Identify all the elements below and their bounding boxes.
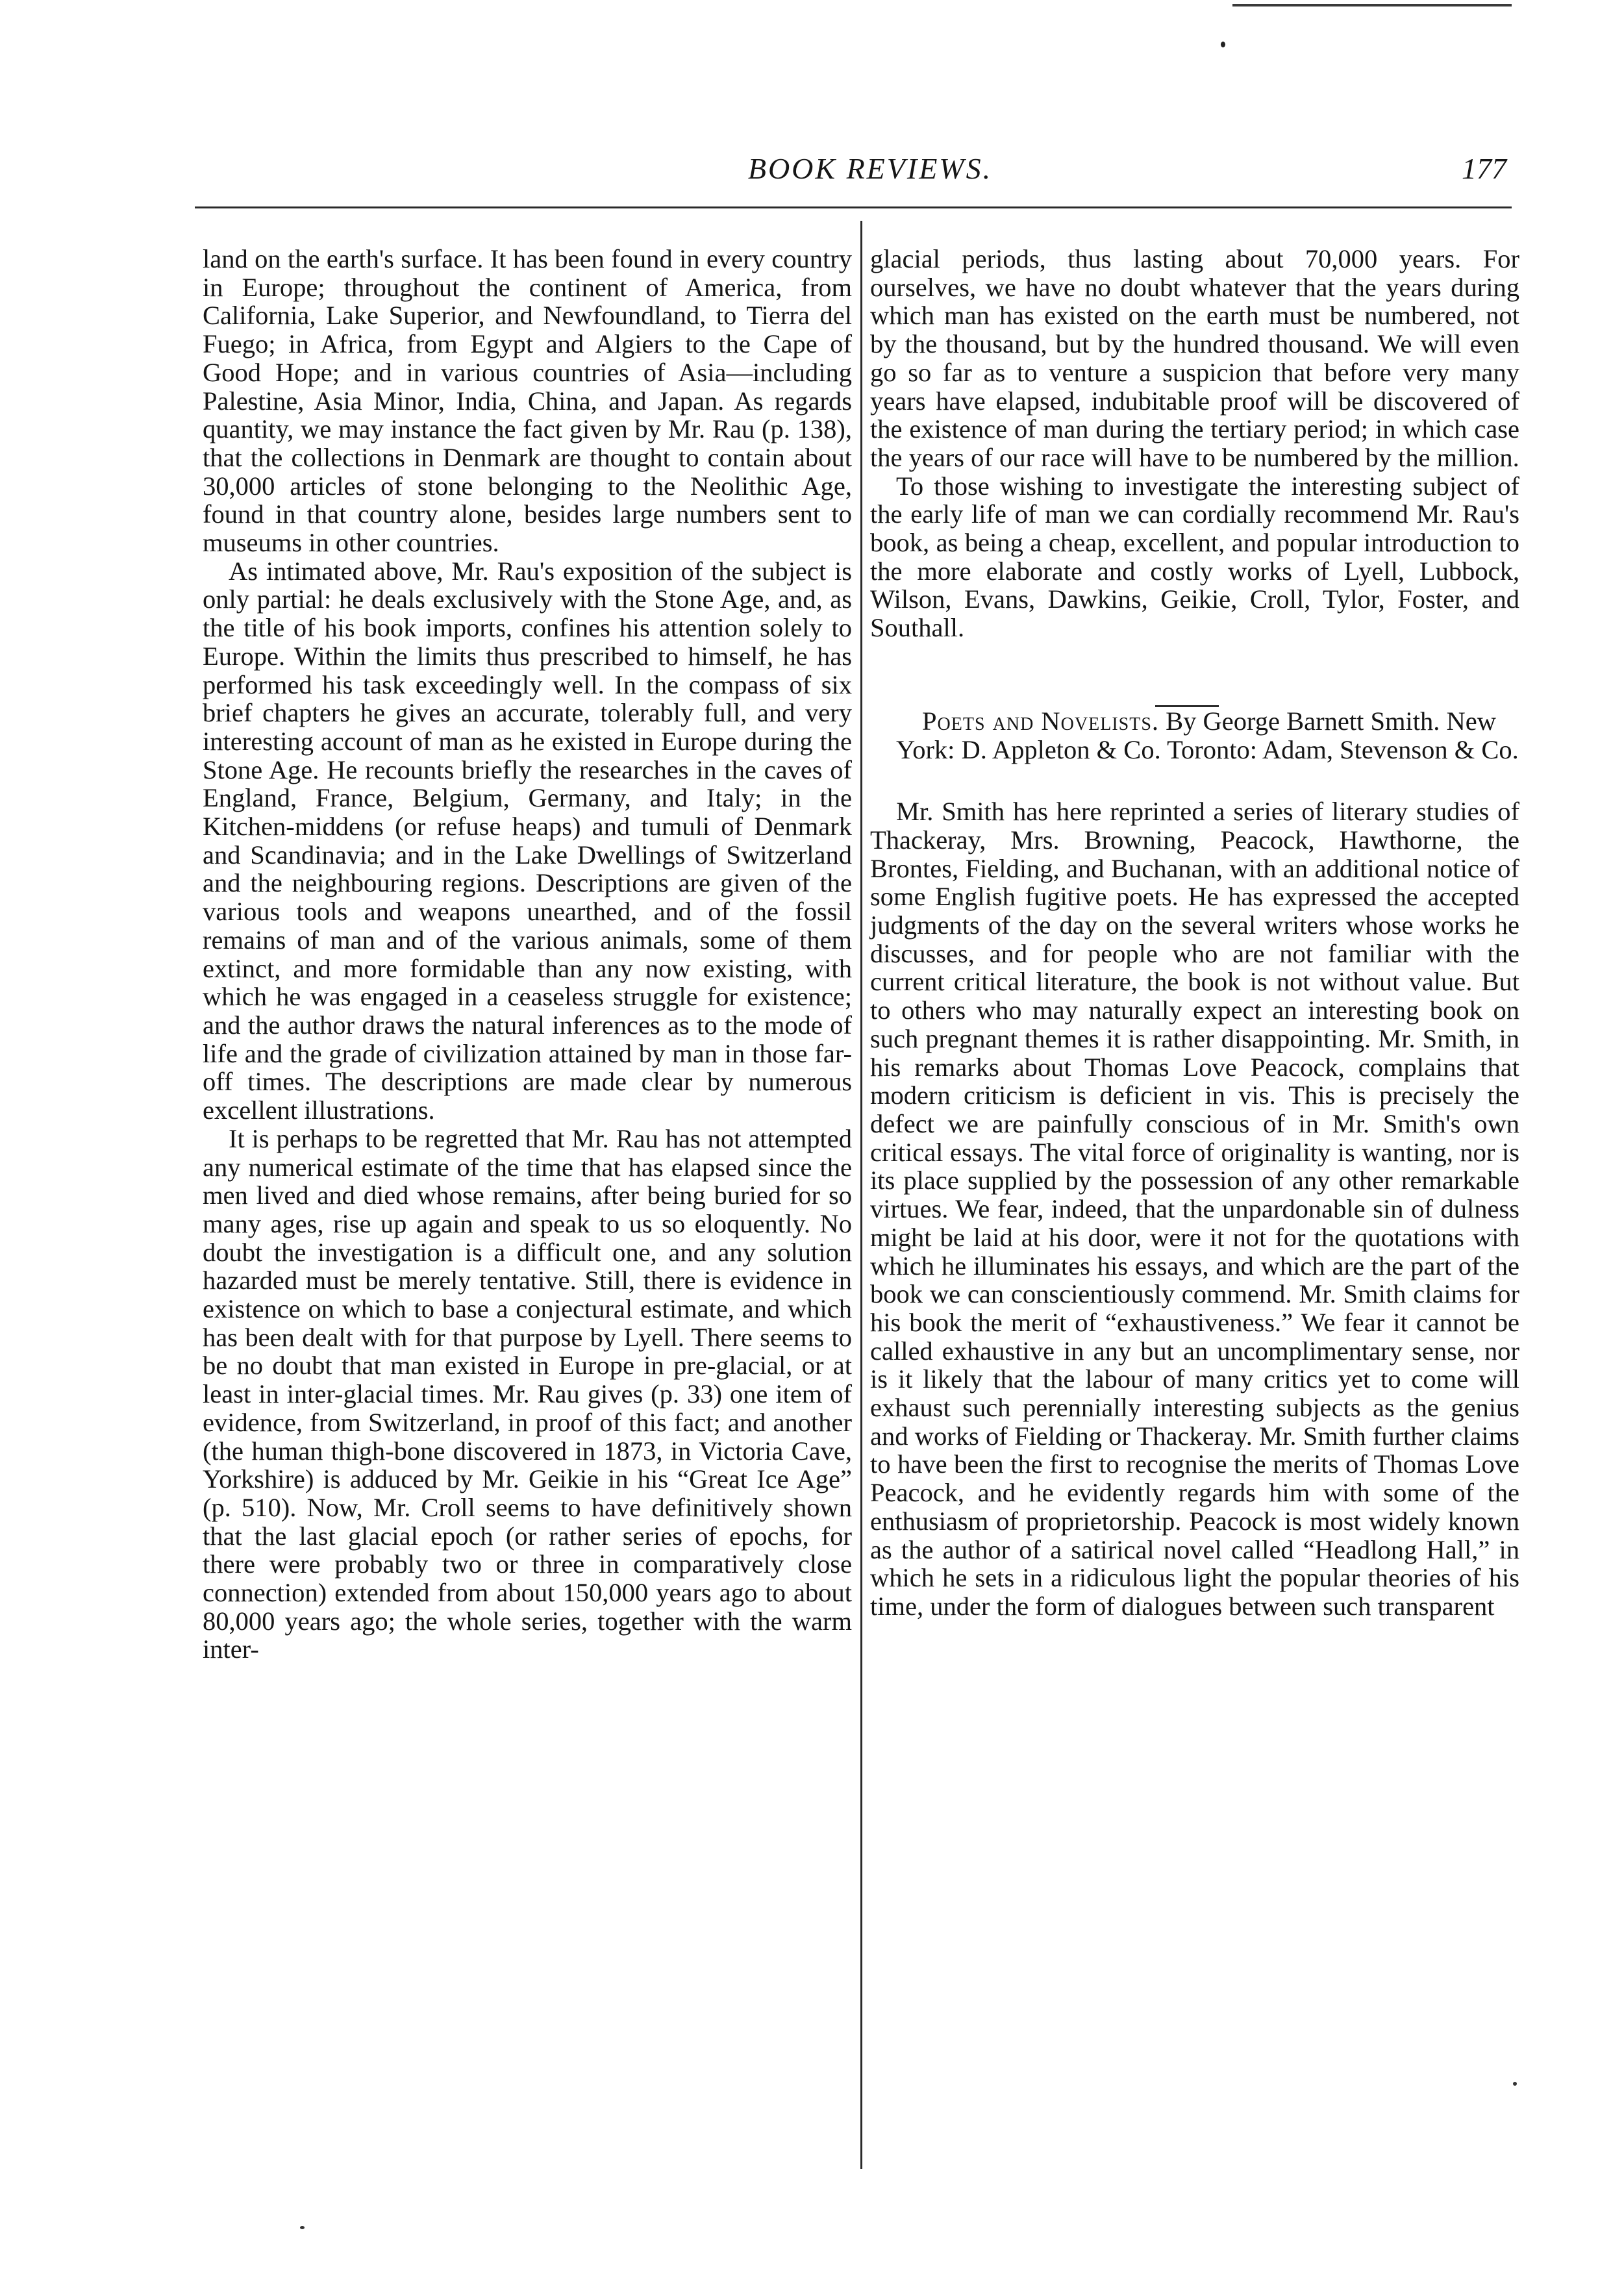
paragraph-numerical-estimate: It is perhaps to be regretted that Mr. Rau has not attempted any numerical estimate of the time that has elapsed since the men lived and died whose remains, after being buried for so many ages, rise up again and speak to us so eloquently. No doubt the investigation is a difficult one, and any solution hazarded must be merely tentative. Still, there is evidence in existence on which to base a conjectural estimate, and which has been dealt with for that purpose by Lyell. There seems to be no doubt that man existed in Europe in pre-glacial, or at least in inter-glacial times. Mr. Rau gives (p. 33) one item of evidence, from Switzerland, in proof of this fact; and another (the human thigh-bone discovered in 1873, in Victoria Cave, Yorkshire) is adduced by Mr. Geikie in his “Great Ice Age” (p. 510). Now, Mr. Croll seems to have definitively shown that the last glacial epoch (or rather series of epochs, for there were probably two or three in comparatively close connection) extended from about 150,000 years ago to about 80,000 years ago; the whole series, together with the warm inter- [203,1123,852,1664]
running-title: BOOK REVIEWS. [747,152,993,185]
print-speck [1513,2082,1517,2086]
review-heading [870,707,1519,764]
review-publication-details: By George Barnett Smith. New York: D. Appleton & Co. Toronto: Adam, Stevenson & Co. [896,706,1519,764]
right-column [870,245,1519,1621]
left-column [203,245,852,1664]
print-speck [1221,42,1225,47]
running-head [0,146,1624,192]
column-divider [860,221,862,2169]
top-edge-rule [1232,4,1512,6]
header-rule [195,206,1512,208]
paragraph-rau-exposition: As intimated above, Mr. Rau's exposition of the subject is only partial: he deals exclusively with the Stone Age, and, as the title of his book imports, confines his attention solely to Europe. Within the limits thus prescribed to himself, he has performed his task exceedingly well. In the compass of six brief chapters he gives an accurate, tolerably full, and very interesting account of man as he existed in Europe during the Stone Age. He recounts briefly the researches in the caves of England, France, Belgium, Germany, and Italy; in the Kitchen-middens (or refuse heaps) and tumuli of Denmark and Scandinavia; and in the Lake Dwellings of Switzerland and the neighbouring regions. Descriptions are given of the various tools and weapons unearthed, and of the fossil remains of man and of the various animals, some of them extinct, and more formidable than any now existing, with which he was engaged in a ceaseless struggle for existence; and the author draws the natural inferences as to the mode of life and the grade of civilization attained by man in those far-off times. The descriptions are made clear by numerous excellent illustrations. [203,556,852,1125]
print-speck [300,2226,305,2229]
paragraph-glacial-periods: glacial periods, thus lasting about 70,000 years. For ourselves, we have no doubt whatever that the years during which man has existed on the earth must be numbered, not by the thousand, but by the hundred thousand. We will even go so far as to venture a suspicion that before very many years have elapsed, indubitable proof will be discovered of the existence of man during the tertiary period; in which case the years of our race will have to be numbered by the million. [870,244,1519,472]
review-book-title: Poets and Novelists. [922,706,1160,736]
paragraph-recommendation: To those wishing to investigate the interesting subject of the early life of man we can cordially recommend Mr. Rau's book, as being a cheap, excellent, and popular introduction to the more elaborate and costly works of Lyell, Lubbock, Wilson, Evans, Dawkins, Geikie, Croll, Tylor, Foster, and Southall. [870,471,1519,643]
page-number: 177 [1462,152,1506,185]
paragraph-continued: land on the earth's surface. It has been found in every country in Europe; throughout the continent of America, from California, Lake Superior, and Newfoundland, to Tierra del Fuego; in Africa, from Egypt and Algiers to the Cape of Good Hope; and in various countries of Asia—including Palestine, Asia Minor, India, China, and Japan. As regards quantity, we may instance the fact given by Mr. Rau (p. 138), that the collections in Denmark are thought to contain about 30,000 articles of stone belonging to the Neolithic Age, found in that country alone, besides large numbers sent to museums in other countries. [203,244,852,558]
paragraph-smith-review: Mr. Smith has here reprinted a series of literary studies of Thackeray, Mrs. Browning, Peacock, Hawthorne, the Brontes, Fielding, and Buchanan, with an additional notice of some English fugitive poets. He has expressed the accepted judgments of the day on the several writers whose works he discusses, and for people who are not familiar with the current critical literature, the book is not without value. But to others who may naturally expect an interesting book on such pregnant themes it is rather disappointing. Mr. Smith, in his remarks about Thomas Love Peacock, complains that modern criticism is deficient in vis. This is precisely the defect we are painfully conscious of in Mr. Smith's own critical essays. The vital force of originality is wanting, nor is its place supplied by the possession of any other remarkable virtues. We fear, indeed, that the unpardonable sin of dulness might be laid at his door, were it not for the quotations with which he illuminates his essays, and which are the part of the book we can conscientiously commend. Mr. Smith claims for his book the merit of “exhaustiveness.” We fear it cannot be called exhaustive in any but an uncomplimentary sense, nor is it likely that the labour of many critics yet to come will exhaust such perennially interesting subjects as the genius and works of Fielding or Thackeray. Mr. Smith further claims to have been the first to recognise the merits of Thomas Love Peacock, and he evidently regards him with some of the enthusiasm of proprietorship. Peacock is most widely known as the author of a satirical novel called “Headlong Hall,” in which he sets in a ridiculous light the popular theories of his time, under the form of dialogues between such transparent [870,797,1519,1621]
